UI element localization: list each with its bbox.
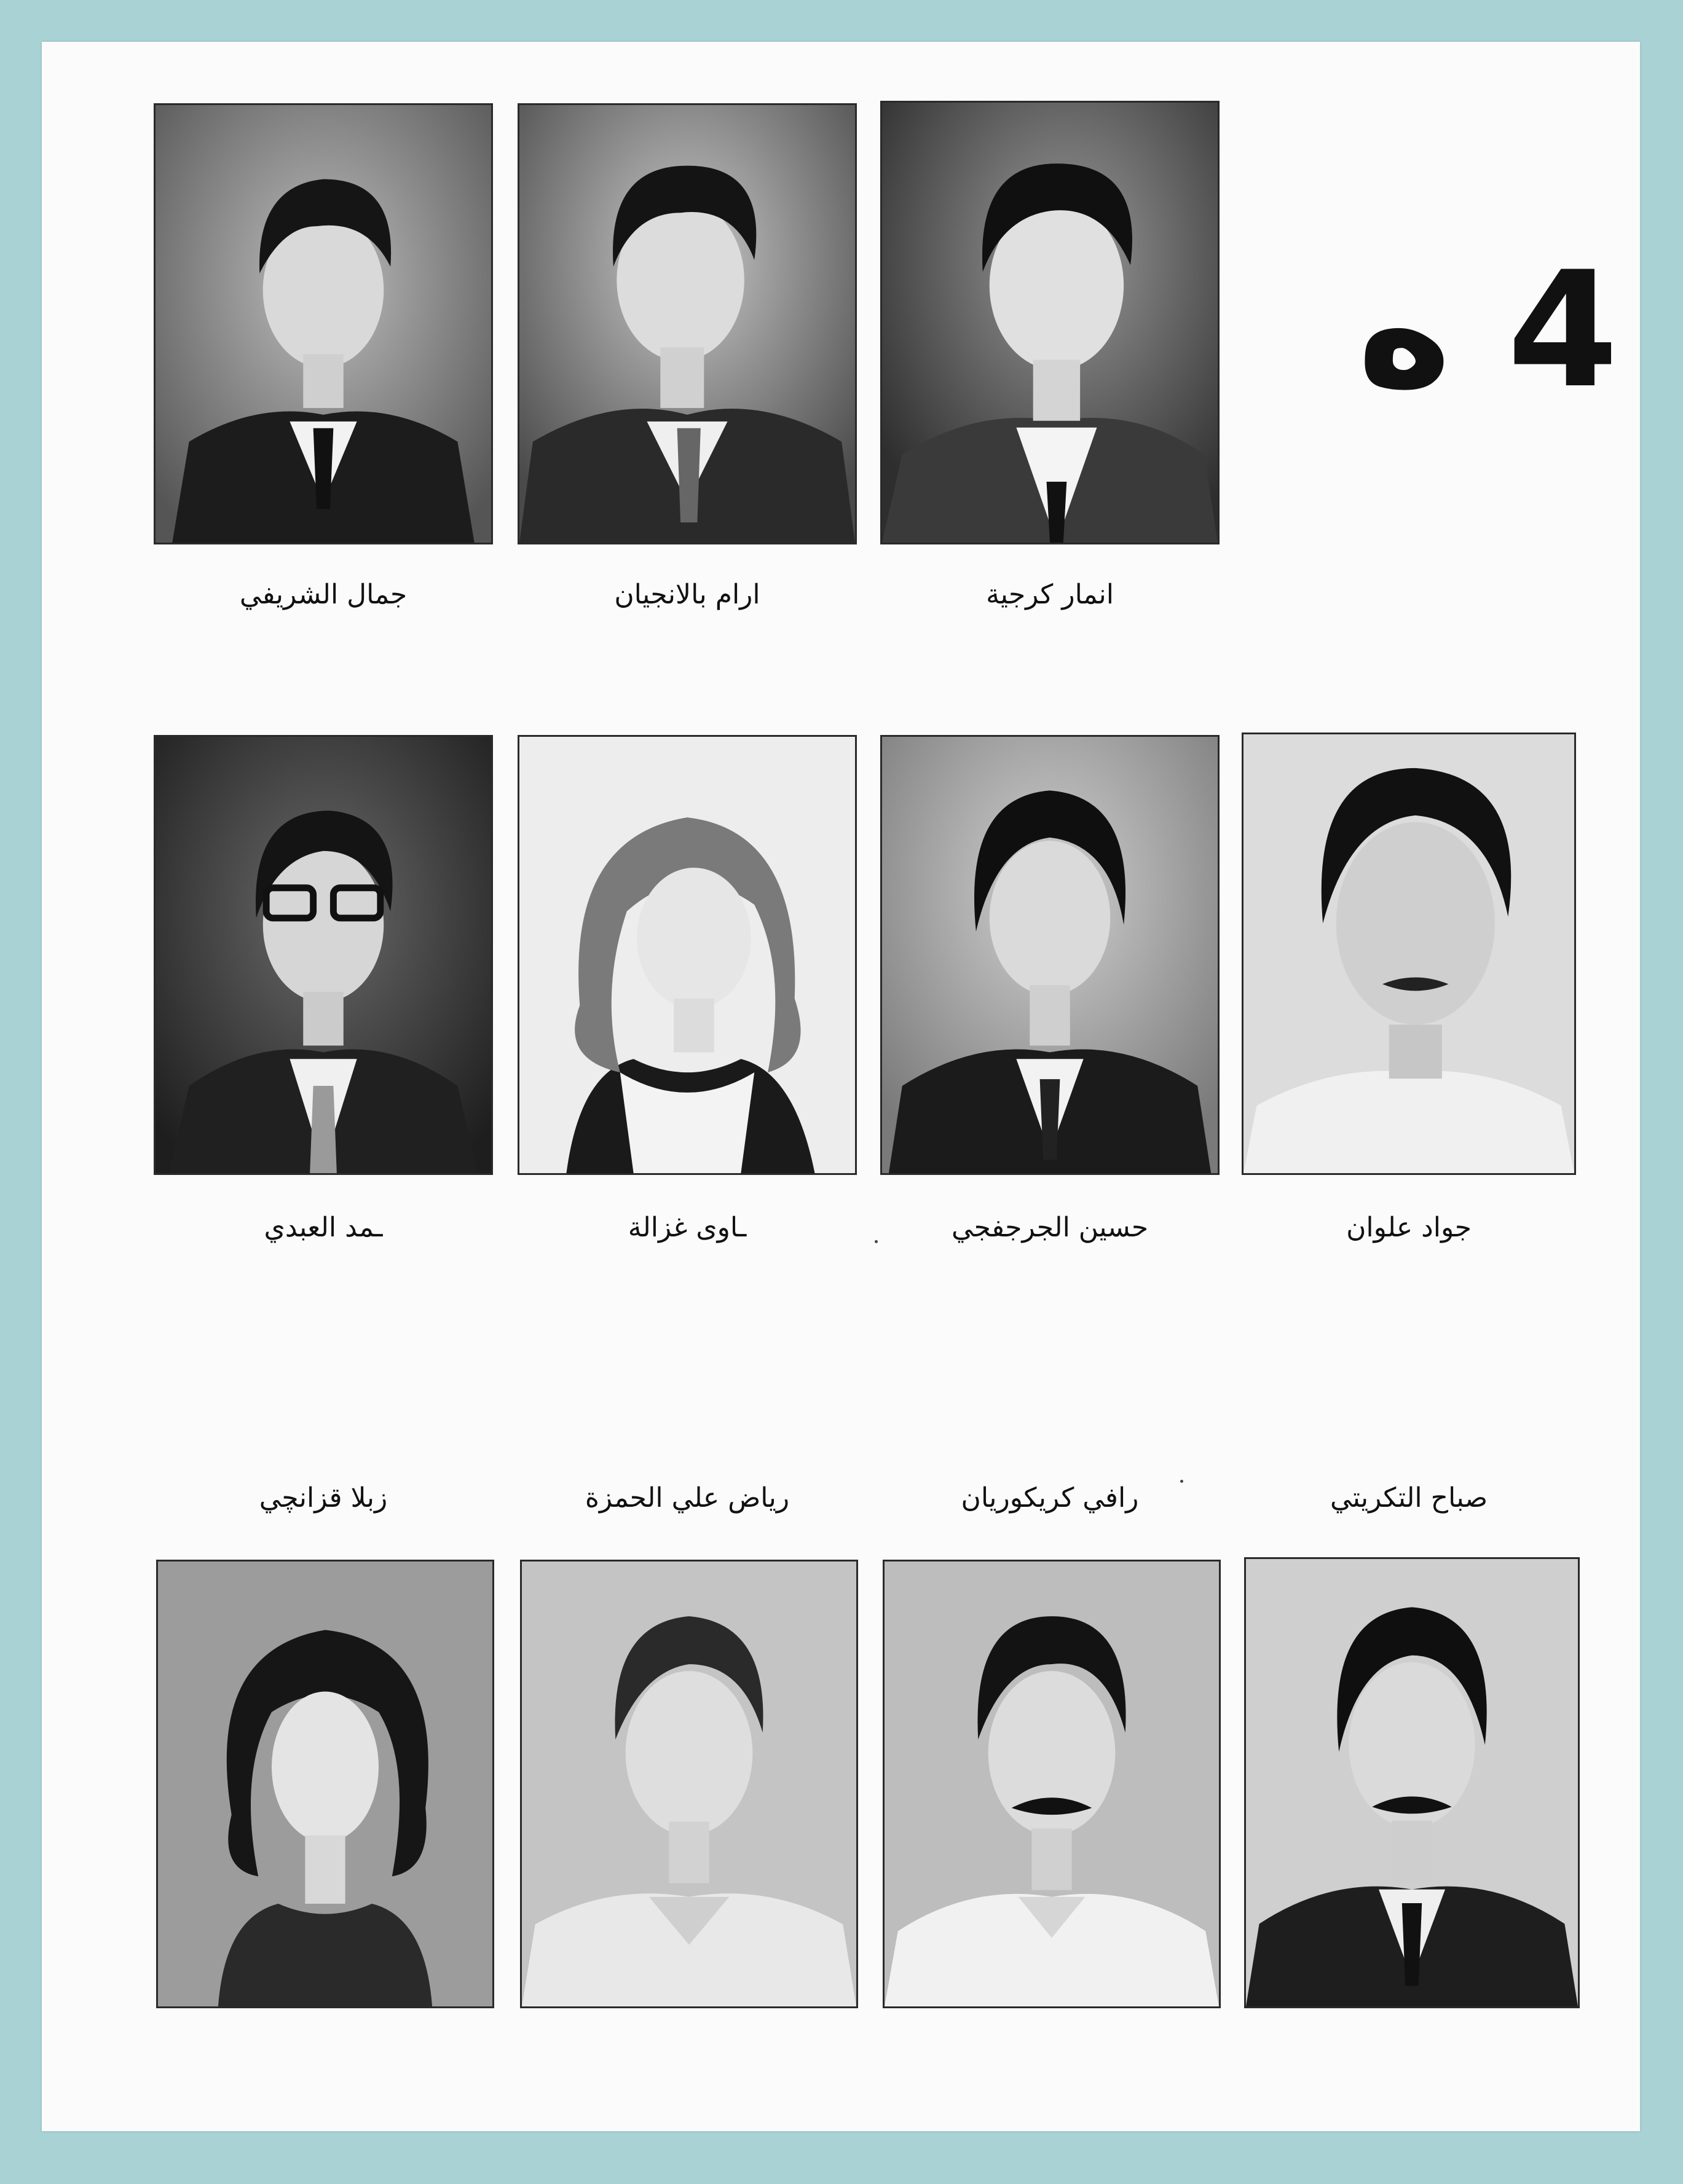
student-name: جواد علوان	[1346, 1212, 1472, 1243]
portrait-photo	[156, 1560, 494, 2008]
portrait-photo	[880, 735, 1220, 1175]
portrait-photo	[880, 101, 1220, 544]
student-name: ارام بالانجيان	[614, 579, 760, 610]
portrait-photo	[1244, 1557, 1580, 2008]
section-mark: 4 ه	[1357, 238, 1618, 423]
yearbook-page	[42, 42, 1640, 2131]
student-name: جمال الشريفي	[239, 579, 408, 610]
portrait-photo	[154, 735, 493, 1175]
student-name: حسين الجرجفجي	[951, 1212, 1149, 1243]
portrait-photo	[518, 735, 857, 1175]
student-name: صباح التكريتي	[1330, 1482, 1488, 1514]
student-name: زبلا قزانچي	[259, 1482, 388, 1514]
student-name: رافي كريكوريان	[961, 1482, 1139, 1514]
portrait-photo	[1242, 733, 1576, 1175]
portrait-photo	[154, 103, 493, 544]
student-name: انمار كرجية	[986, 579, 1114, 610]
portrait-photo	[883, 1560, 1221, 2008]
print-speck	[875, 1240, 878, 1243]
portrait-photo	[518, 103, 857, 544]
student-name: ـاوى غزالة	[628, 1212, 747, 1243]
student-name: ـمد العبدي	[264, 1212, 383, 1243]
print-speck	[1180, 1480, 1183, 1483]
student-name: رياض علي الحمزة	[585, 1482, 790, 1514]
portrait-photo	[520, 1560, 858, 2008]
